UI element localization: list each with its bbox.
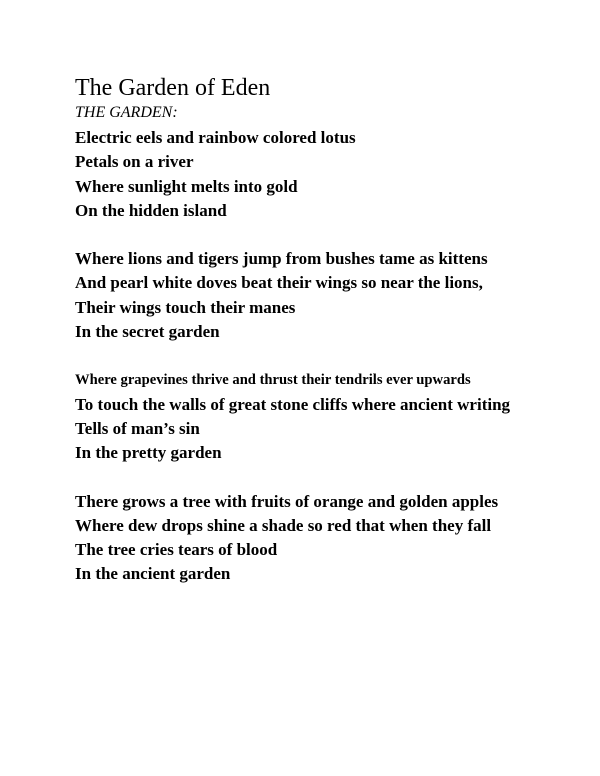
poem-line: Where grapevines thrive and thrust their tendrils ever upwards	[75, 372, 471, 389]
stanza-1	[75, 126, 585, 223]
poem-line: Their wings touch their manes	[75, 297, 296, 317]
stanza-3	[75, 368, 585, 465]
poem	[75, 73, 585, 611]
poem-line: Where sunlight melts into gold	[75, 176, 298, 196]
poem-line: Where lions and tigers jump from bushes tame as kittens	[75, 249, 488, 269]
poem-line: Where dew drops shine a shade so red that when they fall	[75, 515, 492, 535]
poem-line: Petals on a river	[75, 152, 194, 172]
poem-line: There grows a tree with fruits of orange and golden apples	[75, 491, 499, 511]
poem-line: In the secret garden	[75, 322, 220, 342]
poem-line: Tells of man’s sin	[75, 418, 200, 438]
stanza-4	[75, 490, 585, 587]
poem-line: On the hidden island	[75, 200, 227, 220]
poem-subtitle: THE GARDEN:	[75, 104, 178, 121]
poem-line: Electric eels and rainbow colored lotus	[75, 128, 356, 147]
stanza-2	[75, 247, 585, 344]
poem-line: In the ancient garden	[75, 564, 231, 584]
poem-line: And pearl white doves beat their wings so near the lions,	[75, 273, 483, 293]
poem-title: The Garden of Eden	[75, 75, 271, 101]
poem-line: To touch the walls of great stone cliffs where ancient writing	[75, 394, 511, 414]
poem-line: The tree cries tears of blood	[75, 540, 278, 560]
poem-line: In the pretty garden	[75, 443, 222, 463]
